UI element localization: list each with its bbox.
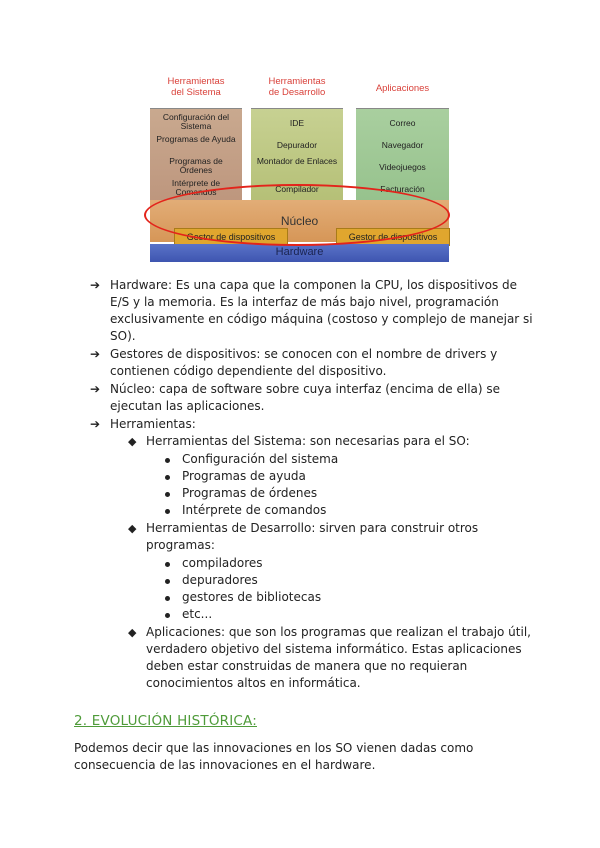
cell-videojuegos: Videojuegos [379, 162, 426, 172]
dot-bullet-icon [165, 613, 170, 618]
cell-navegador: Navegador [381, 140, 424, 150]
hardware-label: Hardware [275, 246, 324, 258]
cell-ide: IDE [289, 118, 305, 128]
cell-interprete: Intérprete de Comandos [171, 178, 221, 197]
bullet-hardware-line-1: Hardware: Es una capa que la componen la CPU, los dispositivos de [110, 278, 518, 292]
cell-depurador: Depurador [276, 140, 318, 150]
highlight-ellipse [144, 184, 450, 246]
cell-correo: Correo [389, 118, 416, 128]
bullet-nucleo-line-2: ejecutan las aplicaciones. [110, 399, 265, 413]
header-aplicaciones: Aplicaciones [375, 83, 430, 94]
dot-bullet-icon [165, 475, 170, 480]
bullet-gestores-line-1: Gestores de dispositivos: se conocen con el nombre de drivers y [110, 347, 498, 361]
bullet-hardware-line-3: exclusivamente en código máquina (costoso y complejo de manejar si [110, 312, 533, 326]
hardware-layer [150, 244, 449, 262]
diamond-bullet-icon: ◆ [128, 435, 137, 448]
gestor-dispositivos-left: Gestor de dispositivos [174, 228, 288, 246]
sistema-item: Intérprete de comandos [182, 503, 327, 517]
dot-bullet-icon [165, 458, 170, 463]
sistema-item: Programas de órdenes [182, 486, 318, 500]
dot-bullet-icon [165, 579, 170, 584]
section-paragraph-line-1: Podemos decir que las innovaciones en los SO vienen dadas como [74, 741, 474, 755]
cell-montador: Montador de Enlaces [256, 156, 338, 166]
header-herramientas-sistema: Herramientas del Sistema [167, 76, 225, 98]
cell-configuracion: Configuración del Sistema [162, 112, 230, 131]
arrow-bullet-icon: ➔ [90, 382, 101, 396]
bullet-nucleo-line-1: Núcleo: capa de software sobre cuya interfaz (encima de ella) se [110, 382, 501, 396]
bullet-hardware-line-2: E/S y la memoria. Es la interfaz de más bajo nivel, programación [110, 295, 499, 309]
desarrollo-item: depuradores [182, 573, 258, 587]
dot-bullet-icon [165, 509, 170, 514]
bullet-herramientas: Herramientas: [110, 417, 196, 431]
sub-bullet-aplicaciones-line-1: Aplicaciones: que son los programas que realizan el trabajo útil, [146, 625, 531, 639]
sistema-item: Configuración del sistema [182, 452, 339, 466]
section-paragraph-line-2: consecuencia de las innovaciones en el hardware. [74, 758, 376, 772]
gestor-dispositivos-right: Gestor de dispositivos [336, 228, 450, 246]
dot-bullet-icon [165, 596, 170, 601]
diamond-bullet-icon: ◆ [128, 626, 137, 639]
arrow-bullet-icon: ➔ [90, 278, 101, 292]
sub-bullet-desarrollo-line-2: programas: [146, 538, 215, 552]
sub-bullet-aplicaciones-line-4: conocimientos altos en informática. [146, 676, 361, 690]
bullet-hardware-line-4: SO). [110, 329, 136, 343]
sub-bullet-desarrollo-line-1: Herramientas de Desarrollo: sirven para construir otros [146, 521, 479, 535]
sistema-item: Programas de ayuda [182, 469, 306, 483]
dot-bullet-icon [165, 492, 170, 497]
nucleo-label: Núcleo [280, 214, 319, 228]
section-title: 2. EVOLUCIÓN HISTÓRICA: [74, 713, 257, 729]
os-layers-diagram [140, 72, 455, 268]
desarrollo-item: gestores de bibliotecas [182, 590, 322, 604]
cell-programas-ayuda: Programas de Ayuda [156, 134, 236, 144]
sub-bullet-sistema: Herramientas del Sistema: son necesarias para el SO: [146, 434, 470, 448]
arrow-bullet-icon: ➔ [90, 417, 101, 431]
dot-bullet-icon [165, 562, 170, 567]
bullet-gestores-line-2: contienen código dependiente del dispositivo. [110, 364, 387, 378]
desarrollo-item: etc... [182, 607, 213, 621]
sub-bullet-aplicaciones-line-2: verdadero objetivo del sistema informático. Estas aplicaciones [146, 642, 522, 656]
cell-facturacion: Facturación [380, 184, 425, 194]
desarrollo-item: compiladores [182, 556, 263, 570]
sub-bullet-aplicaciones-line-3: deben estar construidas de manera que no requieran [146, 659, 468, 673]
cell-compilador: Compilador [275, 184, 319, 194]
header-herramientas-desarrollo: Herramientas de Desarrollo [268, 76, 326, 98]
diamond-bullet-icon: ◆ [128, 522, 137, 535]
cell-programas-ordenes: Programas de Órdenes [169, 156, 223, 175]
arrow-bullet-icon: ➔ [90, 347, 101, 361]
